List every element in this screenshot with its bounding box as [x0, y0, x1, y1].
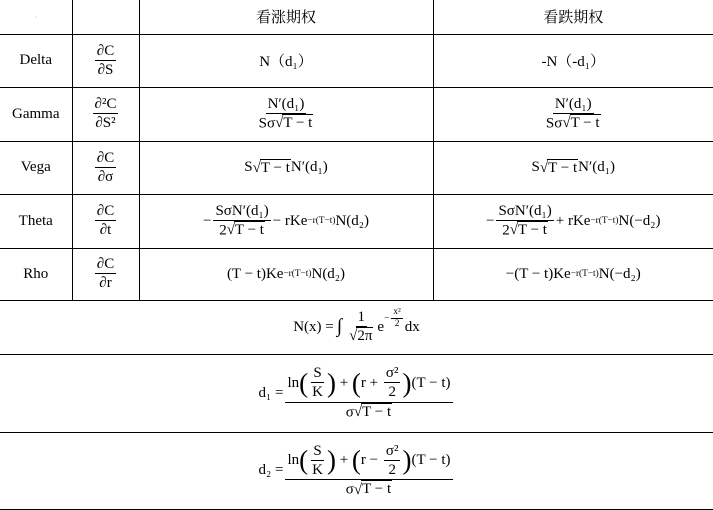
vega-symbol-den: ∂σ [97, 168, 114, 185]
vega-call: S √ T − t N′(d₁) [139, 141, 433, 194]
gamma-put-den-pre: Sσ [545, 115, 563, 132]
rho-put: −(T − t)Ke −r(T−t) N(−d₂) [433, 248, 713, 300]
row-normal-cdf [0, 300, 713, 354]
d1-op: + [365, 374, 382, 391]
d1-two: 2 [388, 384, 396, 400]
delta-call: N（d₁） [139, 34, 433, 87]
d1-tt: (T − t) [411, 374, 451, 391]
d1-k: K [312, 384, 323, 400]
d2-s: S [313, 442, 322, 459]
greek-symbol-vega [72, 141, 139, 194]
d1-den-rad: T − t [362, 403, 392, 420]
theta-symbol-den: ∂t [99, 222, 112, 239]
d1-den-pre: σ [345, 404, 354, 421]
n-num: 1 [357, 308, 366, 325]
d2-k: K [312, 461, 323, 478]
n-exp-num: x² [391, 307, 402, 319]
delta-symbol-den: ∂S [97, 61, 114, 78]
vega-put-post: N′(d₁) [578, 159, 615, 175]
d2-op: − [365, 452, 382, 469]
vega-call-post: N′(d₁) [290, 159, 328, 175]
rho-call-a: (T − t)Ke [226, 265, 284, 282]
d2-tt: (T − t) [411, 452, 451, 469]
greek-name-rho: Rho [0, 248, 72, 300]
rho-symbol-den: ∂r [99, 275, 112, 292]
row-d2 [0, 432, 713, 509]
d1-lhs: d₁ = [258, 384, 284, 401]
header-row [0, 0, 713, 34]
row-theta [0, 194, 713, 248]
d2-two: 2 [388, 461, 396, 478]
greek-name-delta: Delta [0, 34, 72, 87]
rho-call: (T − t)Ke −r(T−t) N(d₂) [139, 248, 433, 300]
header-corner-cell [0, 0, 72, 34]
normal-cdf-formula: N(x) = ∫ 1 √ 2π e − $\frac{\text{x²}}{2}$ dx [0, 300, 713, 354]
theta-put-num: SσN′(d₁) [498, 202, 552, 219]
corner-mark: · [34, 12, 38, 23]
theta-call-den-pre: 2 [219, 222, 227, 239]
greek-name-gamma: Gamma [0, 87, 72, 141]
theta-put-lead: − [486, 212, 495, 229]
rho-symbol-num: ∂C [96, 256, 115, 273]
gamma-call-num: N′(d₁) [267, 95, 305, 112]
gamma-put: N′(d₁) Sσ √ T − t [433, 87, 713, 141]
gamma-put-num: N′(d₁) [554, 95, 592, 112]
theta-call-num: SσN′(d₁) [215, 202, 269, 219]
n-den-rad: 2π [357, 327, 373, 344]
d2-den-pre: σ [345, 481, 354, 498]
theta-call-den-rad: T − t [234, 221, 264, 238]
theta-put-tail-b: N(−d₂) [618, 212, 661, 229]
theta-call-tail-b: N(d₂) [335, 212, 370, 229]
greek-symbol-gamma [72, 87, 139, 141]
theta-put-den-pre: 2 [502, 222, 510, 239]
d1-r: r [360, 374, 366, 391]
n-exp-den: 2 [394, 319, 400, 330]
row-gamma [0, 87, 713, 141]
vega-put: S √ T − t N′(d₁) [433, 141, 713, 194]
row-vega [0, 141, 713, 194]
n-dx: dx [404, 318, 420, 335]
header-put: 看跌期权 [433, 0, 713, 34]
d2-lhs: d₂ = [258, 462, 284, 478]
gamma-call: N′(d₁) Sσ √ T − t [139, 87, 433, 141]
theta-symbol-num: ∂C [96, 203, 115, 220]
n-lhs: N(x) = [293, 318, 334, 335]
row-delta [0, 34, 713, 87]
gamma-call-den-pre: Sσ [258, 115, 276, 132]
d2-formula: d₂ = ln ( $\frac{S}{K}$ ) + ( r − $\frac{\text{σ²}}{2}$ ) (T − t) σ √ T − t [0, 432, 713, 509]
integral-sign: ∫ [336, 316, 343, 337]
vega-symbol-num: ∂C [96, 149, 115, 166]
gamma-put-den-rad: T − t [570, 114, 600, 131]
gamma-symbol-num: ∂²C [94, 96, 117, 113]
d2-plus: + [335, 452, 352, 469]
theta-call-lead: − [202, 212, 212, 229]
d1-plus: + [335, 374, 352, 391]
rho-put-a: −(T − t)Ke [505, 265, 571, 282]
d2-sig: σ² [385, 442, 399, 459]
theta-put-den-rad: T − t [517, 221, 547, 238]
vega-call-pre: S [244, 159, 253, 175]
vega-put-pre: S [531, 159, 540, 175]
greek-symbol-theta [72, 194, 139, 248]
delta-symbol-num: ∂C [96, 42, 115, 59]
n-exp-sign: − [384, 313, 390, 324]
row-d1 [0, 354, 713, 432]
theta-put-tail-a: + rKe [555, 212, 591, 229]
d2-den-rad: T − t [362, 481, 392, 498]
delta-put: -N（-d₁） [433, 34, 713, 87]
greek-name-vega: Vega [0, 141, 72, 194]
gamma-call-den-rad: T − t [283, 114, 313, 131]
theta-call: − SσN′(d₁) 2 √ T − t − rKe −r(T−t) N(d₂) [139, 194, 433, 248]
d1-formula: d₁ = ln ( $\frac{S}{K}$ ) + ( r + $\frac{\text{σ²}}{2}$ ) (T − t) σ √ T − t [0, 354, 713, 432]
vega-call-rad: T − t [260, 159, 290, 176]
vega-put-rad: T − t [548, 159, 578, 176]
d1-s: S [313, 365, 322, 381]
d1-ln: ln [287, 374, 300, 391]
row-rho [0, 248, 713, 300]
rho-call-b: N(d₂) [311, 265, 346, 282]
rho-put-b: N(−d₂) [598, 265, 641, 282]
gamma-symbol-den: ∂S² [95, 115, 116, 132]
theta-call-tail-a: − rKe [272, 212, 308, 229]
n-e: e [377, 318, 385, 335]
d1-sig: σ² [385, 365, 399, 381]
greek-symbol-rho [72, 248, 139, 300]
header-symbol-cell [72, 0, 139, 34]
d2-ln: ln [287, 452, 300, 469]
theta-put: − SσN′(d₁) 2 √ T − t + rKe −r(T−t) N(−d₂) [433, 194, 713, 248]
d2-r: r [360, 452, 366, 469]
greek-name-theta: Theta [0, 194, 72, 248]
greek-symbol-delta [72, 34, 139, 87]
header-call: 看涨期权 [139, 0, 433, 34]
